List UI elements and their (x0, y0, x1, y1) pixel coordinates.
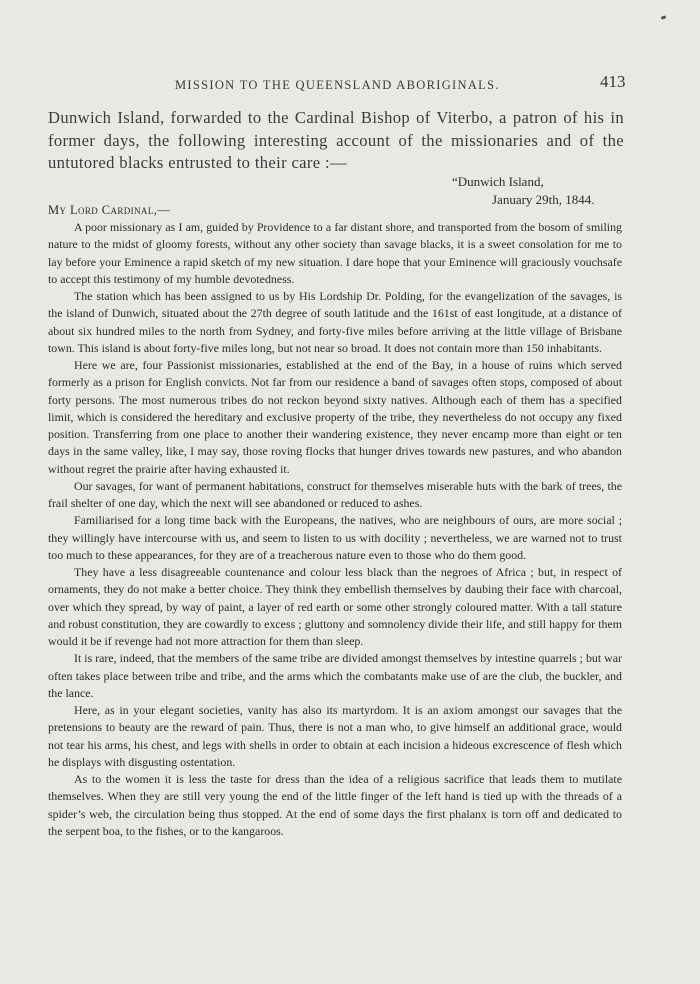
paragraph: They have a less disagreeable countenance and colour less black than the negroes of Africa ; but, in respect of ornaments, they do not make a better choice. They think they embellish themselves by daubing their face with charcoal, over which they spread, by way of paint, a layer of red earth or some other strongly coloured matter. With a tall stature and robust constitution, they are cowardly to excess ; gluttony and somnolency divide their life, and still happy for them would it be if revenge had not more attraction for them than sleep. (48, 565, 622, 648)
paragraph: Our savages, for want of permanent habitations, construct for themselves miserable huts with the bark of trees, the frail shelter of one day, which the next will see abandoned or reduced to ashes. (48, 478, 622, 510)
paragraph: The station which has been assigned to us by His Lordship Dr. Polding, for the evangelization of the savages, is the island of Dunwich, situated about the 27th degree of south latitude and the 161st of east longitude, at a distance of about six hundred miles to the north from Sydney, and forty-five miles before arriving at the little village of Brisbane town. This island is about forty-five miles long, but not near so broad. It does not contain more than 150 inhabitants. (48, 289, 622, 355)
intro-paragraph (48, 107, 624, 175)
ink-speck (661, 15, 667, 20)
paragraph: As to the women it is less the taste for dress than the idea of a religious sacrifice that leads them to mutilate themselves. When they are still very young the end of the little finger of the left hand is tied up with the threads of a spider’s web, the circulation being thus stopped. At the end of some days the first phalanx is torn off and dedicated to the serpent boa, to the fishes, or to the kangaroos. (48, 772, 622, 838)
paragraph: Here we are, four Passionist missionaries, established at the end of the Bay, in a house of ruins which served formerly as a prison for English convicts. Not far from our residence a band of savages often stops, composed of about forty persons. The most numerous tribes do not reckon beyond sixty natives. Although each of them has a specified limit, which is considered the hereditary and exclusive property of the tribe, they nevertheless do not occupy any fixed position. Transferring from one place to another their wandering existence, they never encamp more than eight or ten days in the same valley, like, I may say, those roving flocks that hunger drives towards new pastures, and who abandon without regret the prairie after having exhausted it. (48, 358, 622, 476)
letter-dateline (452, 173, 595, 208)
intro-text: Dunwich Island, forwarded to the Cardinal Bishop of Viterbo, a patron of his in former days, the following interesting account of the missionaries and of the untutored blacks entrusted to their care :— (48, 108, 624, 173)
dateline-place: “Dunwich Island, (452, 174, 544, 189)
dateline-date: January 29th, 1844. (492, 191, 595, 207)
paragraph: Here, as in your elegant societies, vanity has also its martyrdom. It is an axiom amongst our savages that the pretensions to beauty are the reward of pain. Thus, there is not a man who, to give himself an additional grace, would not tear his arms, his chest, and legs with shells in order to obtain at each incision a hideous excrescence of flesh which he displays with disgusting ostentation. (48, 703, 622, 769)
paragraph: It is rare, indeed, that the members of the same tribe are divided amongst themselves by intestine quarrels ; but war often takes place between tribe and tribe, and the arms which the combatants make use of are the club, the buckler, and the lance. (48, 651, 622, 700)
paragraph: A poor missionary as I am, guided by Providence to a far distant shore, and transported from the bosom of smiling nature to the midst of gloomy forests, without any other society than savage blacks, it is a sweet consolation for me to lay before your Eminence a rapid sketch of my new situation. I dare hope that your Eminence will graciously vouchsafe to accept this testimony of my humble devotedness. (48, 220, 622, 286)
paragraph: Familiarised for a long time back with the Europeans, the natives, who are neighbours of ours, are more social ; they willingly have intercourse with us, and seem to listen to us with docility ; nevertheless, we are warned not to trust too much to these appearances, for they are of a treacherous nature even to those who do them good. (48, 513, 622, 562)
letter-body (48, 219, 622, 840)
running-head: MISSION TO THE QUEENSLAND ABORIGINALS. (175, 78, 500, 92)
letter-salutation: My Lord Cardinal,— (48, 203, 171, 217)
page-number: 413 (600, 72, 626, 91)
